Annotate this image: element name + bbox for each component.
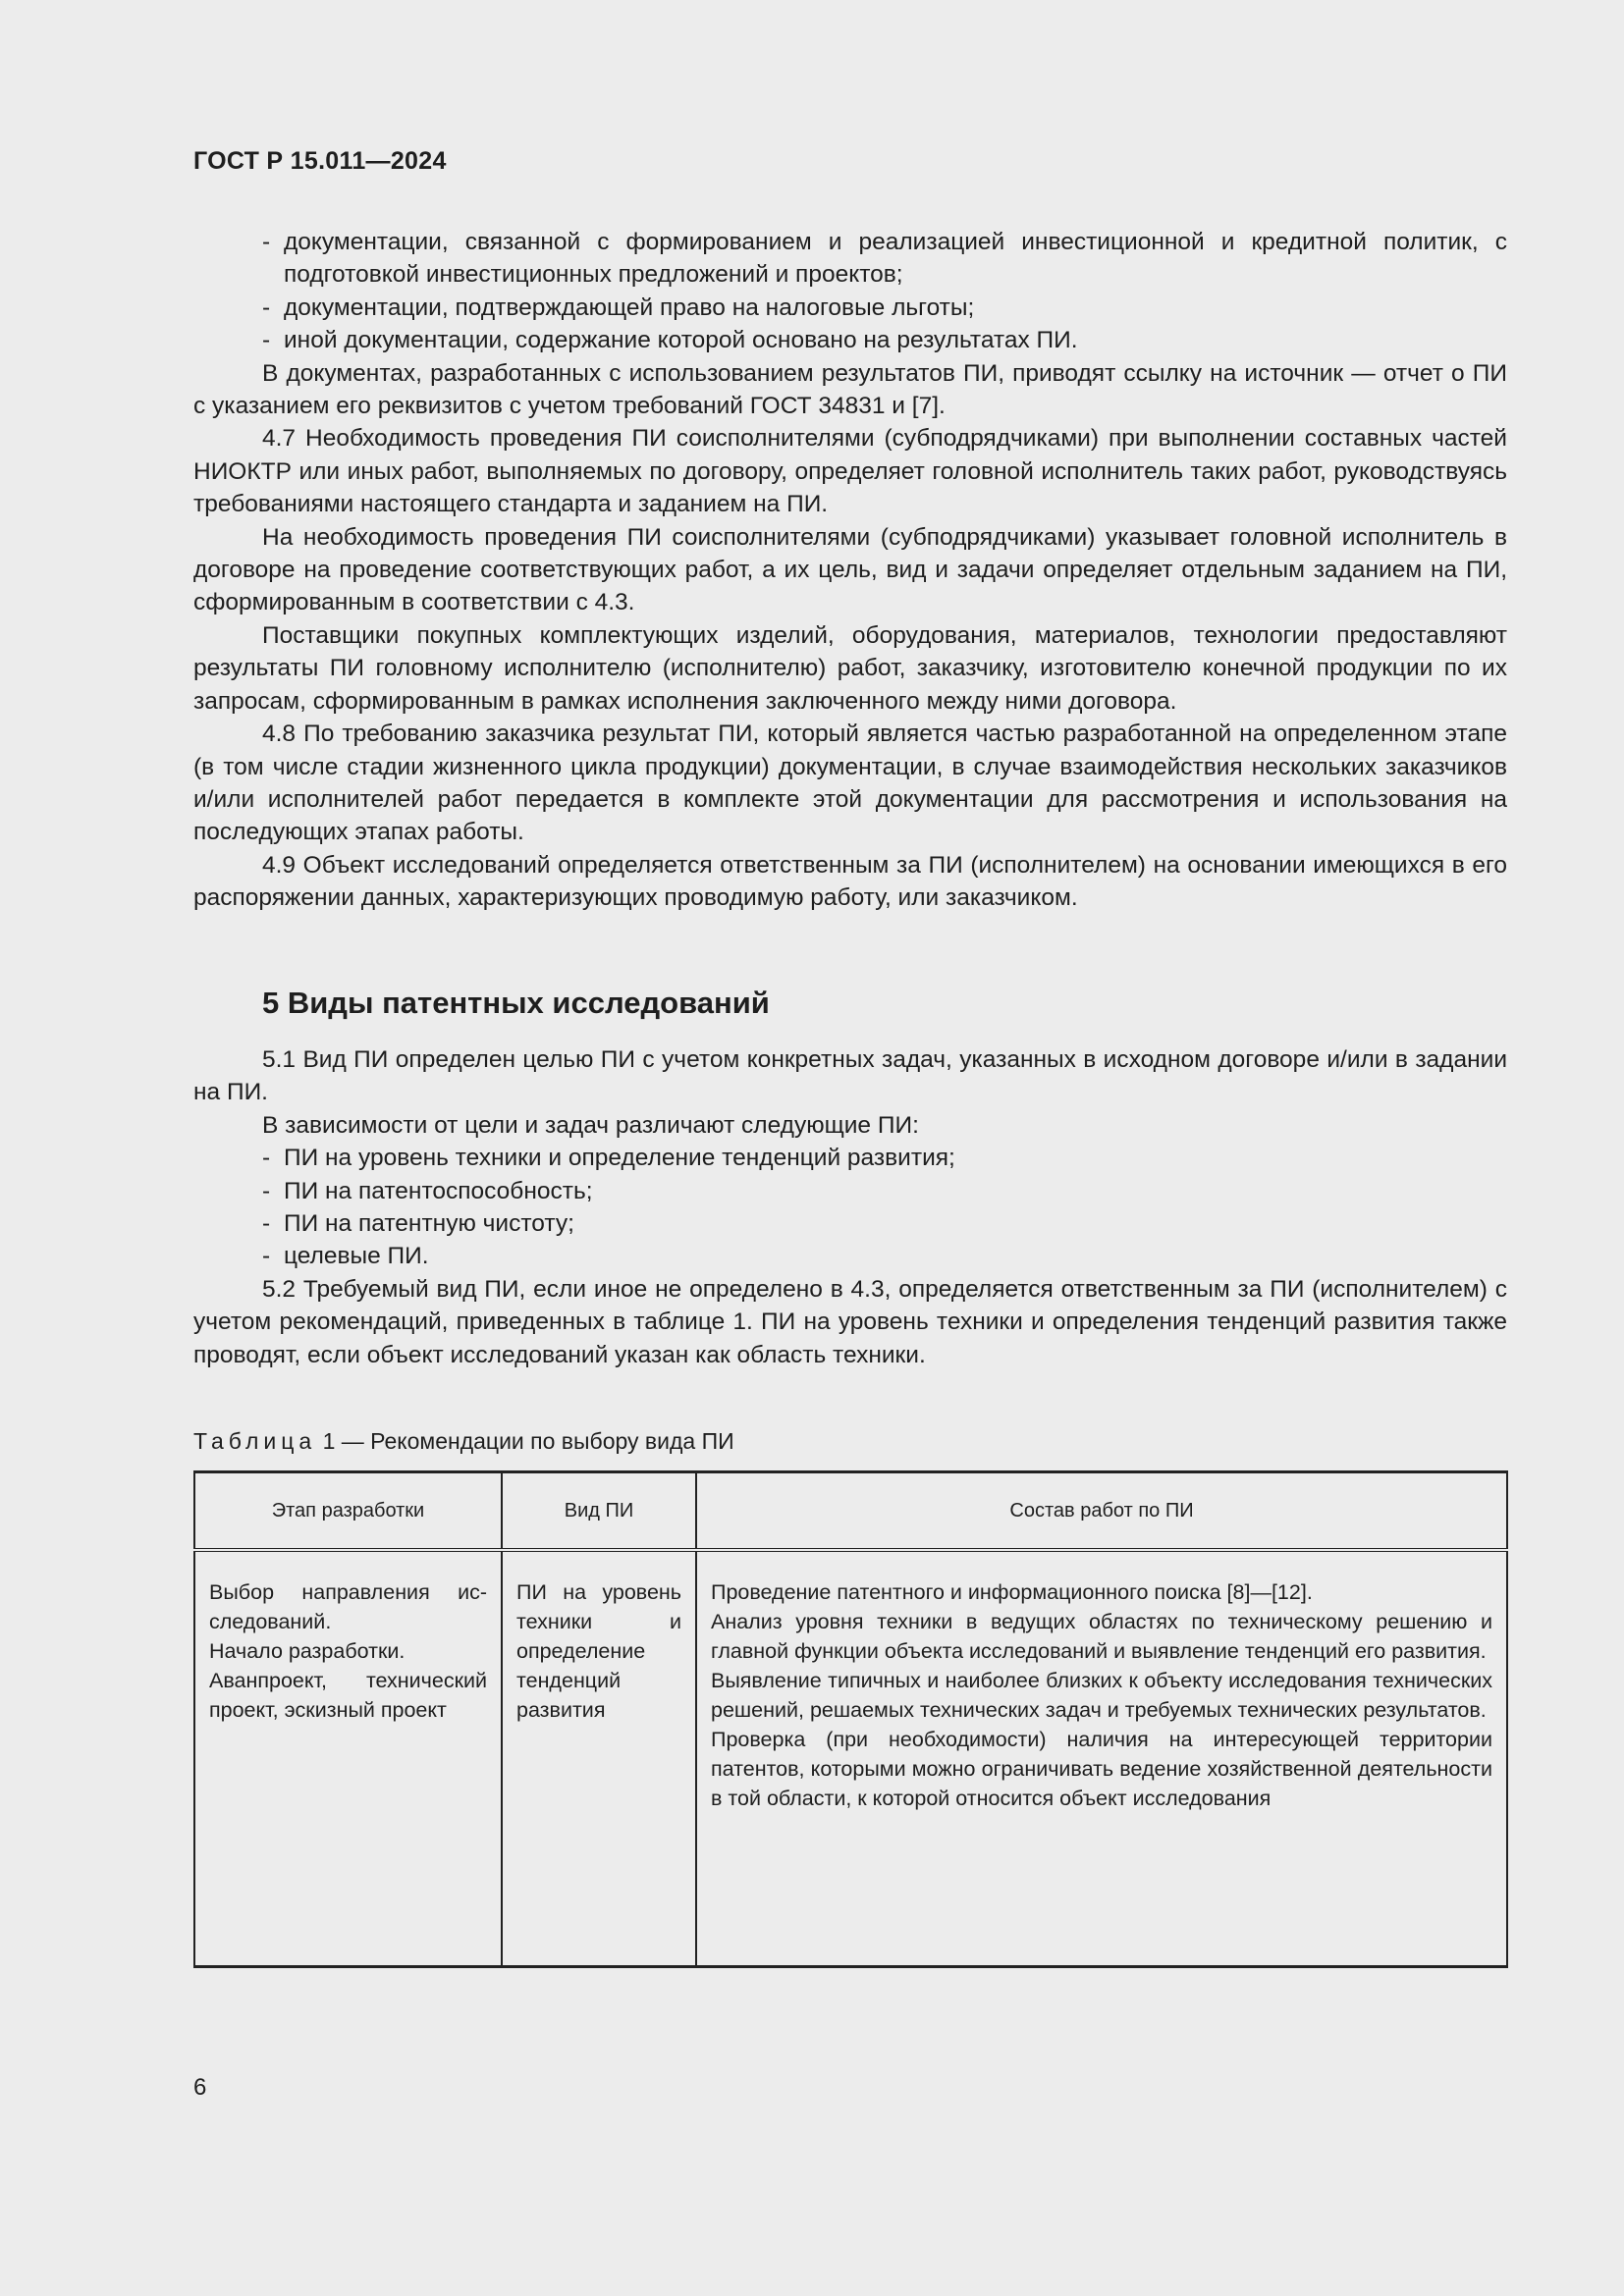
body-text-block — [193, 226, 1507, 915]
cell-text-line: Начало разработки. — [209, 1639, 406, 1663]
table-row — [194, 1550, 1507, 1967]
list-item — [193, 324, 1507, 356]
document-code-header: ГОСТ Р 15.011—2024 — [193, 147, 447, 175]
cell-text-line: Выявление типичных и наиболее близких к объекту исследования технических решений, решаемых технических задач и требуемых технических результатов. — [711, 1669, 1492, 1722]
header-cell-stage: Этап разработки — [194, 1472, 502, 1551]
paragraph: 4.7 Необходимость проведения ПИ соисполнителями (субподрядчиками) при выполнении составных частей НИОКТР или иных работ, выполняемых по договору, определяет головной исполнитель таких работ, руководствуясь требованиями настоящего стандарта и заданием на ПИ. — [193, 425, 1507, 518]
cell-text-line: Анализ уровня техники в ведущих областях по техническому решению и главной функции объекта исследований и выявление тенденций его развития. — [711, 1610, 1492, 1663]
recommendations-table — [193, 1470, 1508, 1968]
paragraph: 5.1 Вид ПИ определен целью ПИ с учетом конкретных задач, указанных в исходном договоре и/или в задании на ПИ. — [193, 1046, 1507, 1106]
table-cell-type — [502, 1550, 696, 1967]
list-item-text: ПИ на патентную чистоту; — [284, 1210, 574, 1238]
list-item — [193, 226, 1507, 292]
cell-text-line: Проверка (при необходимости) наличия на интересующей территории патентов, которыми можно ограничивать ведение хозяйственной деятельности в той области, к которой относится объект исследования — [711, 1728, 1492, 1810]
paragraph: 5.2 Требуемый вид ПИ, если иное не определено в 4.3, определяется ответственным за ПИ (исполнителем) с учетом рекомендаций, приведенных в таблице 1. ПИ на уровень техники и определения тенденций развития также проводят, если объект исследований указан как область техники. — [193, 1275, 1507, 1368]
table-cell-stage — [194, 1550, 502, 1967]
paragraph: Поставщики покупных комплектующих изделий, оборудования, материалов, технологии предоставляют результаты ПИ головному исполнителю (исполнителю) работ, заказчику, изготовителю конечной продукции по их запросам, сформированным в рамках исполнения заключенного между ними договора. — [193, 621, 1507, 715]
list-item — [193, 1207, 1507, 1240]
list-item — [193, 1142, 1507, 1174]
table-cell-work — [696, 1550, 1507, 1967]
paragraph: В зависимости от цели и задач различают следующие ПИ: — [262, 1111, 919, 1139]
paragraph: На необходимость проведения ПИ соисполнителями (субподрядчиками) указывает головной исполнитель в договоре на проведение соответствующих работ, а их цель, вид и задачи определяет отдельным заданием на ПИ, сформированным в соответствии с 4.3. — [193, 523, 1507, 616]
list-item — [193, 292, 1507, 324]
section-text-block — [193, 1043, 1507, 1371]
table-caption — [193, 1428, 734, 1455]
list-item-text: ПИ на уровень техники и определение тенденций развития; — [284, 1145, 955, 1172]
paragraph: 4.9 Объект исследований определяется ответственным за ПИ (исполнителем) на основании имеющихся в его распоряжении данных, характеризующих проводимую работу, или заказчиком. — [193, 851, 1507, 912]
table-caption-title: 1 — Рекомендации по выбору вида ПИ — [322, 1428, 734, 1454]
cell-text-line: Проведение патентного и информационного поиска [8]—[12]. — [711, 1580, 1313, 1604]
header-cell-type: Вид ПИ — [502, 1472, 696, 1551]
paragraph: В документах, разработанных с использованием результатов ПИ, приводят ссылку на источник — отчет о ПИ с указанием его реквизитов с учетом требований ГОСТ 34831 и [7]. — [193, 359, 1507, 420]
list-item-text: целевые ПИ. — [284, 1243, 429, 1270]
table-header-row — [194, 1472, 1507, 1551]
page-number: 6 — [193, 2074, 207, 2101]
paragraph: 4.8 По требованию заказчика результат ПИ, который является частью разработанной на определенном этапе (в том числе стадии жизненного цикла продукции) документации, в случае взаимодействия нескольких заказчиков и/или исполнителей работ передается в комплекте этой документации для рассмотрения и использования на последующих этапах работы. — [193, 721, 1507, 846]
list-item — [193, 1240, 1507, 1272]
header-cell-work: Состав работ по ПИ — [696, 1472, 1507, 1551]
cell-text-line: Выбор направления исследований. — [209, 1580, 487, 1633]
list-item-text: документации, подтверждающей право на налоговые льготы; — [284, 294, 975, 321]
list-item — [193, 1175, 1507, 1207]
cell-text-line: Аванпроект, технический проект, эскизный проект — [209, 1669, 487, 1722]
section-heading: 5 Виды патентных исследований — [262, 986, 770, 1020]
list-item-text: ПИ на патентоспособность; — [284, 1177, 593, 1204]
list-item-text: документации, связанной с формированием и реализацией инвестиционной и кредитной политик, с подготовкой инвестиционных предложений и проектов; — [284, 229, 1507, 289]
list-item-text: иной документации, содержание которой основано на результатах ПИ. — [284, 327, 1078, 354]
cell-text-line: ПИ на уровень техники и определение тенденций развития — [516, 1580, 681, 1722]
table-caption-prefix: Таблица — [193, 1428, 317, 1454]
